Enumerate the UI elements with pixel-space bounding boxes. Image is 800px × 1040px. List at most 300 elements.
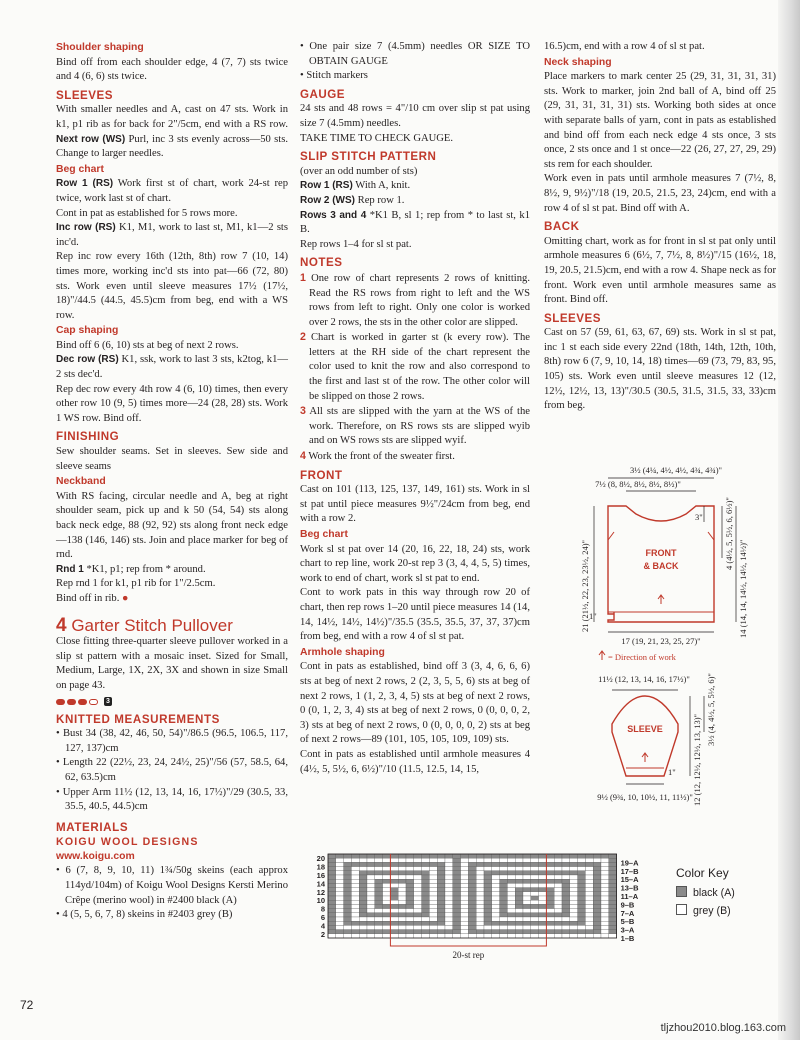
chart-cell (515, 888, 523, 892)
chart-cell (531, 925, 539, 929)
chart-cell (539, 871, 547, 875)
chart-row-number: 4 (320, 921, 325, 931)
chart-cell (578, 883, 586, 887)
chart-cell (367, 913, 375, 917)
sleeve-cuff-label: 9½ (9¾, 10, 10½, 11, 11½)" (597, 792, 693, 802)
chart-cell (383, 854, 391, 858)
chart-cell (593, 917, 601, 921)
chart-cell (578, 888, 586, 892)
chart-cell (593, 862, 601, 866)
chart-cell (461, 875, 469, 879)
chart-cell (383, 917, 391, 921)
chart-cell (492, 875, 500, 879)
chart-cell (492, 858, 500, 862)
chart-cell (554, 854, 562, 858)
chart-cell (500, 909, 508, 913)
chart-cell (515, 904, 523, 908)
chart-cell (554, 896, 562, 900)
chart-cell (531, 892, 539, 896)
chart-cell (367, 879, 375, 883)
chart-cell (507, 917, 515, 921)
chart-cell (593, 879, 601, 883)
chart-cell (390, 909, 398, 913)
chart-cell (554, 888, 562, 892)
chart-cell (328, 871, 336, 875)
chart-cell (593, 883, 601, 887)
chart-cell (531, 921, 539, 925)
chart-cell (484, 921, 492, 925)
chart-cell (359, 934, 367, 938)
chart-cell (585, 934, 593, 938)
material-item: • 6 (7, 8, 9, 10, 11) 1¾/50g skeins (each approx 114yd/104m) of Koigu Wool Designs Kersti Merino Crêpe (merino wool) in #2400 black (A) (56, 865, 288, 906)
chart-cell (328, 854, 336, 858)
chart-cell (468, 875, 476, 879)
chart-row-number: 16 (316, 871, 325, 880)
column-2 (300, 40, 530, 777)
chart-cell (398, 896, 406, 900)
chart-cell (468, 858, 476, 862)
chart-cell (476, 883, 484, 887)
chart-cell (453, 900, 461, 904)
chart-cell (484, 892, 492, 896)
chart-cell (609, 913, 617, 917)
chart-cell (468, 854, 476, 858)
chart-cell (578, 896, 586, 900)
chart-cell (570, 858, 578, 862)
chart-cell (539, 858, 547, 862)
chart-cell (546, 925, 554, 929)
chart-cell (578, 892, 586, 896)
chart-cell (414, 909, 422, 913)
chart-cell (336, 883, 344, 887)
chart-cell (523, 900, 531, 904)
chart-cell (445, 883, 453, 887)
chart-cell (515, 913, 523, 917)
measurement-item: • Length 22 (22½, 23, 24, 24½, 25)"/56 (57, 58.5, 64, 62, 63.5)cm (56, 757, 288, 783)
chart-cell (344, 888, 352, 892)
chart-cell (344, 854, 352, 858)
chart-cell (546, 930, 554, 934)
chart-cell (406, 921, 414, 925)
chart-cell (437, 913, 445, 917)
heading-armhole-shaping: Armhole shaping (300, 646, 385, 658)
chart-cell (437, 883, 445, 887)
chart-cell (453, 904, 461, 908)
chart-cell (367, 917, 375, 921)
chart-cell (453, 909, 461, 913)
chart-cell (546, 913, 554, 917)
text: Purl, inc 3 sts evenly across—50 sts. Change to larger needles. (56, 133, 288, 160)
chart-cell (609, 883, 617, 887)
chart-cell (383, 925, 391, 929)
chart-cell (593, 896, 601, 900)
chart-cell (375, 875, 383, 879)
chart-cell (609, 930, 617, 934)
chart-cell (453, 934, 461, 938)
chart-cell (390, 867, 398, 871)
chart-cell (375, 879, 383, 883)
chart-cell (609, 879, 617, 883)
chart-cell (414, 875, 422, 879)
chart-cell (523, 871, 531, 875)
chart-cell (468, 888, 476, 892)
note-number: 3 (300, 405, 306, 418)
chart-cell (406, 867, 414, 871)
chart-cell (601, 858, 609, 862)
chart-cell (570, 883, 578, 887)
chart-cell (336, 917, 344, 921)
chart-cell (562, 854, 570, 858)
heading-shoulder-shaping: Shoulder shaping (56, 42, 144, 53)
chart-cell (585, 867, 593, 871)
chart-cell (359, 858, 367, 862)
chart-cell (375, 917, 383, 921)
heading-materials: MATERIALS (56, 820, 129, 834)
chart-cell (461, 896, 469, 900)
chart-cell (375, 913, 383, 917)
chart-cell (468, 879, 476, 883)
chart-cell (515, 900, 523, 904)
chart-cell (367, 900, 375, 904)
chart-cell (570, 909, 578, 913)
chart-cell (414, 867, 422, 871)
chart-row-number: 6 (320, 913, 325, 922)
chart-cell (507, 909, 515, 913)
chart-cell (344, 934, 352, 938)
heading-back: BACK (544, 220, 580, 234)
chart-cell (461, 921, 469, 925)
chart-cell (570, 879, 578, 883)
chart-cell (531, 883, 539, 887)
chart-cell (383, 900, 391, 904)
hem-label: 1" (589, 611, 597, 621)
chart-cell (422, 858, 430, 862)
chart-cell (531, 913, 539, 917)
note-item (300, 449, 530, 465)
chart-cell (445, 896, 453, 900)
chart-cell (390, 888, 398, 892)
sleeve-hem-label: 1" (668, 767, 676, 777)
chart-row-number: 14 (316, 879, 325, 889)
chart-cell (515, 934, 523, 938)
chart-cell (570, 930, 578, 934)
chart-cell (461, 934, 469, 938)
heading-finishing: FINISHING (56, 430, 120, 444)
end-bullet-icon: ● (122, 592, 129, 604)
chart-cell (359, 854, 367, 858)
chart-cell (453, 888, 461, 892)
chart-cell (414, 879, 422, 883)
heading-gauge: GAUGE (300, 87, 346, 101)
chart-cell (453, 930, 461, 934)
armhole-depth-label: 4 (4½, 5, 5½, 6, 6½)" (724, 497, 734, 570)
chart-cell (476, 879, 484, 883)
chart-cell (593, 934, 601, 938)
chart-cell (484, 858, 492, 862)
chart-cell (562, 925, 570, 929)
total-length-label: 21 (21½, 22, 23, 23½, 24)" (580, 539, 590, 632)
chart-cell (390, 871, 398, 875)
chart-cell (375, 925, 383, 929)
chart-cell (601, 900, 609, 904)
note-number: 2 (300, 331, 306, 344)
chart-cell (398, 913, 406, 917)
chart-cell (546, 875, 554, 879)
chart-cell (476, 875, 484, 879)
measurement-item: • Bust 34 (38, 42, 46, 50, 54)"/86.5 (96.5, 106.5, 117, 127, 137)cm (56, 728, 288, 754)
chart-cell (539, 862, 547, 866)
chart-cell (500, 921, 508, 925)
row-label: Rows 3 and 4 (300, 209, 367, 221)
chart-cell (562, 871, 570, 875)
chart-cell (367, 934, 375, 938)
paragraph: TAKE TIME TO CHECK GAUGE. (300, 132, 454, 144)
chart-cell (515, 867, 523, 871)
chart-cell (344, 896, 352, 900)
intro-paragraph: Close fitting three-quarter sleeve pullover worked in a slip st pattern with a mosaic inset. Sized for Small, Medium, Large, 1X, 2X, 3X and shown in size Small on page 43. (56, 636, 288, 691)
chart-cell (476, 867, 484, 871)
chart-cell (507, 858, 515, 862)
skill-badge-icon: 3 (106, 698, 110, 706)
chart-cell (468, 892, 476, 896)
sleeve-outline (612, 696, 678, 776)
chart-cell (390, 925, 398, 929)
chart-cell (367, 921, 375, 925)
paragraph (300, 179, 530, 194)
armhole-left (608, 532, 614, 540)
paragraph: With RS facing, circular needle and A, beg at right shoulder seam, pick up and k 50 (54, 54) sts along back neck edge, 88 (92, 92) sts along front neck edge—138 (146, 146) sts. Join and place marker for beg of rnd. (56, 490, 288, 561)
chart-cell (414, 892, 422, 896)
chart-cell (507, 900, 515, 904)
chart-cell (328, 883, 336, 887)
chart-cell (500, 896, 508, 900)
chart-cell (383, 934, 391, 938)
chart-cell (523, 913, 531, 917)
chart-cell (609, 934, 617, 938)
chart-cell (585, 879, 593, 883)
chart-cell (546, 879, 554, 883)
color-key-label: black (A) (693, 887, 735, 899)
chart-cell (414, 888, 422, 892)
chart-cell (437, 934, 445, 938)
chart-cell (375, 892, 383, 896)
chart-cell (445, 913, 453, 917)
pattern-number: 4 (56, 614, 67, 636)
text: With A, knit. (355, 180, 411, 192)
chart-cell (429, 909, 437, 913)
chart-cell (359, 913, 367, 917)
chart-cell (429, 904, 437, 908)
chart-cell (437, 900, 445, 904)
chart-cell (445, 888, 453, 892)
chart-cell (531, 875, 539, 879)
chart-cell (593, 904, 601, 908)
text: *K1, p1; rep from * around. (86, 563, 206, 575)
chart-cell (344, 913, 352, 917)
paragraph: Bind off 6 (6, 10) sts at beg of next 2 rows. (56, 339, 239, 351)
chart-cell (359, 930, 367, 934)
chart-cell (429, 879, 437, 883)
chart-cell (484, 900, 492, 904)
chart-cell (336, 867, 344, 871)
chart-cell (398, 917, 406, 921)
chart-cell (562, 917, 570, 921)
chart-cell (507, 875, 515, 879)
chart-cell (367, 925, 375, 929)
chart-cell (422, 900, 430, 904)
chart-cell (523, 854, 531, 858)
chart-cell (414, 862, 422, 866)
chart-cell (578, 867, 586, 871)
chart-cell (422, 917, 430, 921)
chart-cell (578, 879, 586, 883)
chart-cell (398, 888, 406, 892)
chart-cell (390, 892, 398, 896)
chart-cell (523, 925, 531, 929)
chart-cell (515, 921, 523, 925)
chart-cell (539, 867, 547, 871)
chart-cell (570, 871, 578, 875)
chart-cell (422, 871, 430, 875)
chart-cell (445, 909, 453, 913)
chart-cell (367, 888, 375, 892)
heading-slip-stitch-pattern: SLIP STITCH PATTERN (300, 150, 437, 164)
chart-cell (414, 900, 422, 904)
chart-cell (344, 862, 352, 866)
chart-cell (375, 883, 383, 887)
paragraph: Omitting chart, work as for front in sl st pat only until armhole measures 6 (6½, 7, 7½, 8, 8½)"/15 (16½, 18, 19, 20.5, 21.5)cm, end with a row 4. Shape neck as for front. Work even until armhole measures same as front. Bind off. (544, 235, 776, 306)
chart-cell (500, 913, 508, 917)
material-item: • One pair size 7 (4.5mm) needles OR SIZE TO OBTAIN GAUGE (300, 41, 530, 67)
chart-cell (359, 879, 367, 883)
chart-cell (351, 913, 359, 917)
note-text: Work the front of the sweater first. (308, 451, 455, 463)
chart-cell (406, 917, 414, 921)
chart-cell (453, 925, 461, 929)
chart-cell (406, 925, 414, 929)
row-label: Row 1 (RS) (300, 180, 353, 192)
chart-cell (422, 883, 430, 887)
pattern-name: Garter Stitch Pullover (71, 615, 233, 635)
chart-cell (500, 888, 508, 892)
chart-cell (515, 871, 523, 875)
chart-cell (523, 904, 531, 908)
chart-cell (601, 917, 609, 921)
chart-cell (437, 867, 445, 871)
chart-cell (601, 934, 609, 938)
chart-cell (422, 896, 430, 900)
chart-cell (492, 854, 500, 858)
text: K1, ssk, work to last 3 sts, k2tog, k1—2 sts dec'd. (56, 354, 288, 381)
chart-cell (593, 875, 601, 879)
chart-row-label: 3–A (620, 925, 635, 935)
chart-cell (383, 909, 391, 913)
chart-cell (476, 888, 484, 892)
chart-cell (484, 875, 492, 879)
chart-cell (328, 900, 336, 904)
text: Work first st of chart, work 24-st rep twice, work last st of chart. (56, 178, 288, 204)
chart-cell (453, 871, 461, 875)
chart-cell (359, 862, 367, 866)
chart-cell (383, 892, 391, 896)
paragraph (56, 221, 288, 250)
chart-cell (484, 925, 492, 929)
chart-cell (515, 862, 523, 866)
chart-cell (593, 858, 601, 862)
chart-cell (554, 883, 562, 887)
chart-cell (531, 900, 539, 904)
chart-cell (351, 925, 359, 929)
chart-cell (414, 858, 422, 862)
paragraph: Cast on 57 (59, 61, 63, 67, 69) sts. Work in sl st pat, inc 1 st each side every 22nd (18th, 14th, 12th, 10th, 8th) row 6 (7, 9, 10, 14, 18) times—69 (73, 79, 83, 95, 105) sts. Work even until sleeve measures 12 (12, 12½, 12½, 13, 13)"/30.5 (30.5, 31.5, 31.5, 33, 33)cm from beg. (544, 327, 776, 412)
chart-cell (336, 862, 344, 866)
chart-cell (515, 917, 523, 921)
chart-cell (422, 879, 430, 883)
chart-cell (429, 871, 437, 875)
column-3 (544, 40, 776, 414)
chart-row-number: 8 (320, 904, 325, 914)
chart-cell (398, 892, 406, 896)
chart-cell (328, 934, 336, 938)
chart-cell (344, 858, 352, 862)
chart-cell (578, 921, 586, 925)
chart-cell (367, 858, 375, 862)
note-text: All sts are slipped with the yarn at the WS of the work. Therefore, on RS rows sts are slipped wyib and on WS rows sts are slipped wyif. (309, 406, 530, 447)
chart-cell (484, 909, 492, 913)
chart-cell (422, 921, 430, 925)
chart-cell (476, 925, 484, 929)
chart-cell (507, 871, 515, 875)
chart-cell (468, 900, 476, 904)
chart-cell (398, 879, 406, 883)
chart-cell (562, 930, 570, 934)
chart-cell (328, 875, 336, 879)
chart-row-label: 15–A (620, 875, 639, 885)
chart-cell (523, 862, 531, 866)
paragraph: Cont in pat as established for 5 rows more. (56, 207, 238, 219)
chart-cell (344, 925, 352, 929)
chart-cell (562, 892, 570, 896)
chart-cell (546, 934, 554, 938)
chart-cell (539, 892, 547, 896)
paragraph: 24 sts and 48 rows = 4"/10 cm over slip st pat using size 7 (4.5mm) needles. (300, 103, 530, 129)
chart-cell (562, 862, 570, 866)
chart-cell (531, 862, 539, 866)
chart-cell (359, 896, 367, 900)
chart-cell (515, 875, 523, 879)
chart-cell (546, 858, 554, 862)
chart-cell (344, 892, 352, 896)
garment-schematic (568, 462, 768, 820)
chart-cell (476, 862, 484, 866)
chart-cell (375, 871, 383, 875)
skill-dot-icon (78, 699, 87, 705)
chart-cell (437, 879, 445, 883)
chart-cell (562, 909, 570, 913)
chart-cell (414, 934, 422, 938)
chart-cell (585, 921, 593, 925)
chart-cell (609, 896, 617, 900)
chart-cell (336, 913, 344, 917)
chart-cell (445, 921, 453, 925)
chart-cell (367, 871, 375, 875)
chart-cell (328, 896, 336, 900)
chart-cell (546, 862, 554, 866)
chart-cell (500, 858, 508, 862)
chart-cell (453, 913, 461, 917)
sleeve-upper-label: 11½ (12, 13, 14, 16, 17½)" (598, 674, 690, 684)
chart-cell (468, 896, 476, 900)
